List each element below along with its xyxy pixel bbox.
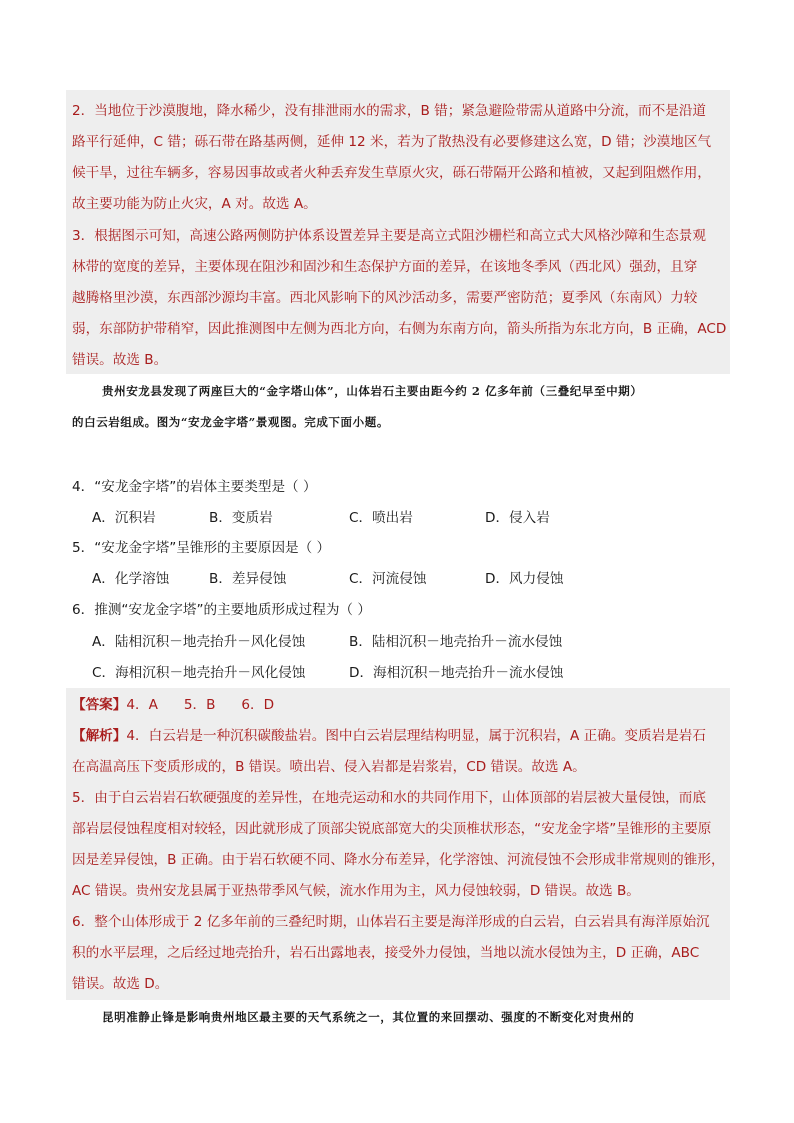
intro-line: 昆明准静止锋是影响贵州地区最主要的天气系统之一，其位置的来回摆动、强度的不断变化对贵州的 [102, 1010, 635, 1024]
question-stem: 5．“安龙金字塔”呈锥形的主要原因是（ ） [72, 540, 331, 556]
explanation-line: 林带的宽度的差异，主要体现在阻沙和固沙和生态保护方面的差异，在该地冬季风（西北风）强劲，且穿 [72, 259, 698, 275]
option-d: D．风力侵蚀 [485, 571, 564, 587]
analysis-line: 5．由于白云岩岩石软硬强度的差异性，在地壳运动和水的共同作用下，山体顶部的岩层被大量侵蚀，而底 [72, 790, 706, 806]
option-a: A．陆相沉积－地壳抬升－风化侵蚀 [92, 634, 306, 650]
question-stem: 6．推测“安龙金字塔”的主要地质形成过程为（ ） [72, 602, 371, 618]
analysis-line: 6．整个山体形成于 2 亿多年前的三叠纪时期，山体岩石主要是海洋形成的白云岩，白云岩具有海洋原始沉 [72, 914, 710, 930]
analysis-line: 积的水平层理，之后经过地壳抬升，岩石出露地表，接受外力侵蚀，当地以流水侵蚀为主，D 正确，ABC [72, 945, 700, 961]
option-d: D．海相沉积－地壳抬升－流水侵蚀 [349, 665, 564, 681]
explanation-line: 错误。故选 B。 [72, 352, 168, 368]
explanation-line: 弱，东部防护带稍窄，因此推测图中左侧为西北方向，右侧为东南方向，箭头所指为东北方向，B 正确，ACD [72, 321, 727, 337]
option-c: C．河流侵蚀 [349, 571, 427, 587]
question-stem: 4．“安龙金字塔”的岩体主要类型是（ ） [72, 479, 317, 495]
explanation-line: 路平行延伸，C 错；砾石带在路基两侧，延伸 12 米，若为了散热没有必要修建这么宽，D 错；沙漠地区气 [72, 134, 712, 150]
analysis-line: AC 错误。贵州安龙县属于亚热带季风气候，流水作用为主，风力侵蚀较弱，D 错误。故选 B。 [72, 883, 640, 899]
analysis-line: 在高温高压下变质形成的，B 错误。喷出岩、侵入岩都是岩浆岩，CD 错误。故选 A。 [72, 759, 586, 775]
intro-line: 的白云岩组成。图为“安龙金字塔”景观图。完成下面小题。 [72, 415, 389, 429]
option-c: C．喷出岩 [349, 510, 413, 526]
analysis-line: 部岩层侵蚀程度相对较轻，因此就形成了顶部尖锐底部宽大的尖顶椎状形态，“安龙金字塔”呈锥形的主要原 [72, 821, 712, 837]
analysis-line [72, 726, 706, 746]
explanation-line: 2．当地位于沙漠腹地，降水稀少，没有排泄雨水的需求，B 错；紧急避险带需从道路中分流，而不是沿道 [72, 103, 707, 119]
intro-line: 贵州安龙县发现了两座巨大的“金字塔山体”，山体岩石主要由距今约 2 亿多年前（三叠纪早至中期） [102, 384, 643, 398]
analysis-text: 4．白云岩是一种沉积碳酸盐岩。图中白云岩层理结构明显，属于沉积岩，A 正确。变质岩是岩石 [126, 728, 706, 744]
option-c: C．海相沉积－地壳抬升－风化侵蚀 [92, 665, 306, 681]
option-a: A．沉积岩 [92, 510, 156, 526]
explanation-line: 故主要功能为防止火灾，A 对。故选 A。 [72, 196, 317, 212]
option-d: D．侵入岩 [485, 510, 550, 526]
explanation-line: 候干旱，过往车辆多，容易因事故或者火种丢弃发生草原火灾，砾石带隔开公路和植被，又起到阻燃作用， [72, 165, 711, 181]
option-b: B．陆相沉积－地壳抬升－流水侵蚀 [349, 634, 563, 650]
option-b: B．差异侵蚀 [209, 571, 287, 587]
answer-tag: 【答案】 [72, 697, 127, 713]
explanation-line: 越腾格里沙漠，东西部沙源均丰富。西北风影响下的风沙活动多，需要严密防范；夏季风（东南风）力较 [72, 290, 698, 306]
explanation-line: 3．根据图示可知，高速公路两侧防护体系设置差异主要是高立式阻沙栅栏和高立式大风格沙障和生态景观 [72, 228, 706, 244]
analysis-line: 因是差异侵蚀，B 正确。由于岩石软硬不同、降水分布差异，化学溶蚀、河流侵蚀不会形成非常规则的锥形， [72, 852, 725, 868]
answer-row [72, 695, 274, 715]
answer-text: 4．A 5．B 6．D [126, 697, 275, 713]
option-b: B．变质岩 [209, 510, 273, 526]
analysis-line: 错误。故选 D。 [72, 976, 169, 992]
option-a: A．化学溶蚀 [92, 571, 170, 587]
analysis-tag: 【解析】 [72, 728, 127, 744]
